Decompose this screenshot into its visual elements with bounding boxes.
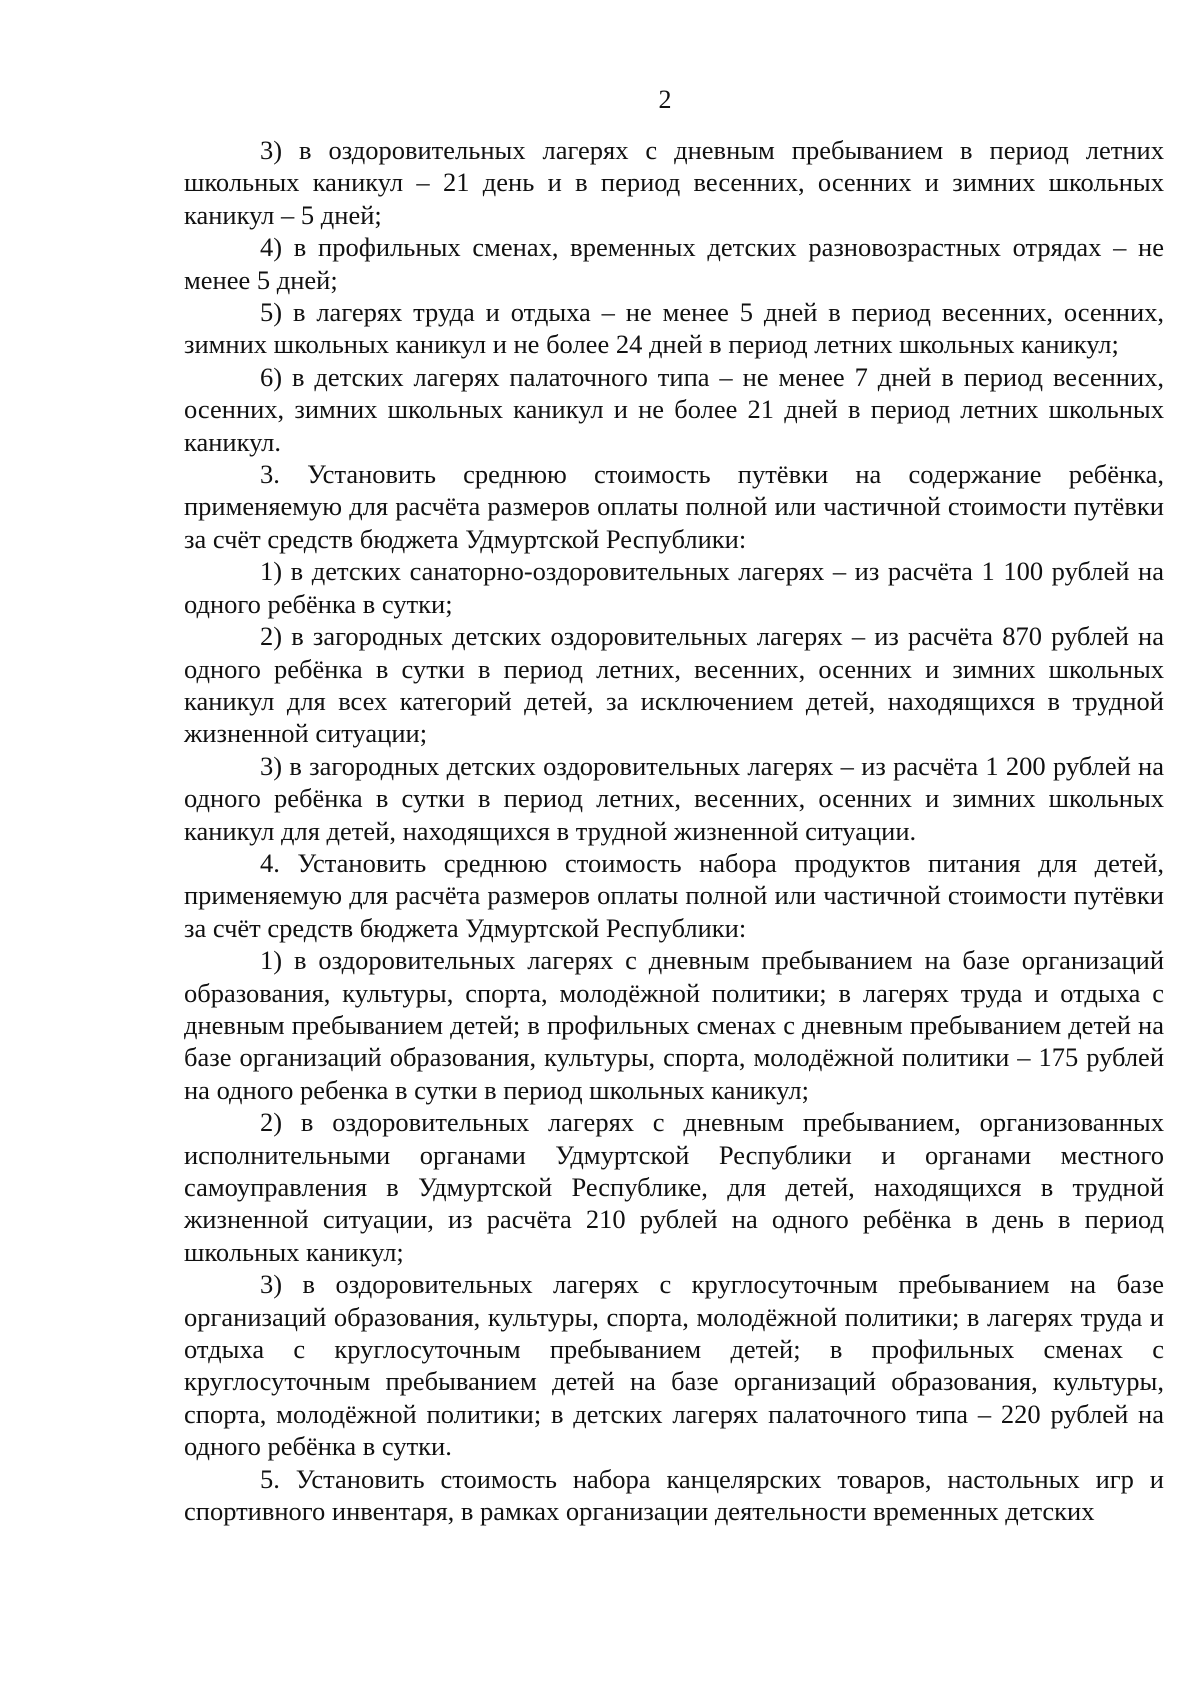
document-body [184, 134, 1164, 1527]
paragraph-item-1-sanatorium: 1) в детских санаторно-оздоровительных лагерях – из расчёта 1 100 рублей на одного ребёнка в сутки; [184, 556, 1164, 619]
paragraph-item-5-labor-camps: 5) в лагерях труда и отдыха – не менее 5 дней в период весенних, осенних, зимних школьных каникул и не более 24 дней в период летних школьных каникул; [184, 297, 1164, 360]
paragraph-item-3-round-the-clock: 3) в оздоровительных лагерях с круглосуточным пребыванием на базе организаций образования, культуры, спорта, молодёжной политики; в лагерях труда и отдыха с круглосуточным пребыванием детей; в профильных сменах с круглосуточным пребыванием детей на базе организаций образования, культуры, спорта, молодёжной политики; в детских лагерях палаточного типа – 220 рублей на одного ребёнка в сутки. [184, 1269, 1164, 1462]
paragraph-item-1-day-food: 1) в оздоровительных лагерях с дневным пребыванием на базе организаций образования, культуры, спорта, молодёжной политики; в лагерях труда и отдыха с дневным пребыванием детей; в профильных сменах с дневным пребыванием детей на базе организаций образования, культуры, спорта, молодёжной политики – 175 рублей на одного ребенка в сутки в период школьных каникул; [184, 945, 1164, 1105]
paragraph-item-3-day-camps: 3) в оздоровительных лагерях с дневным пребыванием в период летних школьных каникул – 21 день и в период весенних, осенних и зимних школьных каникул – 5 дней; [184, 135, 1164, 230]
paragraph-item-3-country-camps-difficult: 3) в загородных детских оздоровительных лагерях – из расчёта 1 200 рублей на одного ребёнка в сутки в период летних, весенних, осенних и зимних школьных каникул для детей, находящихся в трудной жизненной ситуации. [184, 750, 1164, 846]
paragraph-section-3-voucher-cost: 3. Установить среднюю стоимость путёвки на содержание ребёнка, применяемую для расчёта размеров оплаты полной или частичной стоимости путёвки за счёт средств бюджета Удмуртской Республики: [184, 459, 1164, 554]
paragraph-item-4-profile-shifts: 4) в профильных сменах, временных детских разновозрастных отрядах – не менее 5 дней; [184, 232, 1164, 295]
paragraph-item-2-day-food-difficult: 2) в оздоровительных лагерях с дневным пребыванием, организованных исполнительными органами Удмуртской Республики и органами местного самоуправления в Удмуртской Республике, для детей, находящихся в трудной жизненной ситуации, из расчёта 210 рублей на одного ребёнка в день в период школьных каникул; [184, 1107, 1164, 1267]
page-number: 2 [658, 85, 672, 114]
paragraph-item-2-country-camps: 2) в загородных детских оздоровительных лагерях – из расчёта 870 рублей на одного ребёнка в сутки в период летних, весенних, осенних и зимних школьных каникул для всех категорий детей, за исключением детей, находящихся в трудной жизненной ситуации; [184, 621, 1164, 749]
paragraph-section-4-food-cost: 4. Установить среднюю стоимость набора продуктов питания для детей, применяемую для расчёта размеров оплаты полной или частичной стоимости путёвки за счёт средств бюджета Удмуртской Республики: [184, 847, 1164, 943]
paragraph-section-5-stationery: 5. Установить стоимость набора канцелярских товаров, настольных игр и спортивного инвентаря, в рамках организации деятельности временных детских [184, 1463, 1164, 1527]
paragraph-item-6-tent-camps: 6) в детских лагерях палаточного типа – не менее 7 дней в период весенних, осенних, зимних школьных каникул и не более 21 дней в период летних школьных каникул. [184, 361, 1164, 457]
